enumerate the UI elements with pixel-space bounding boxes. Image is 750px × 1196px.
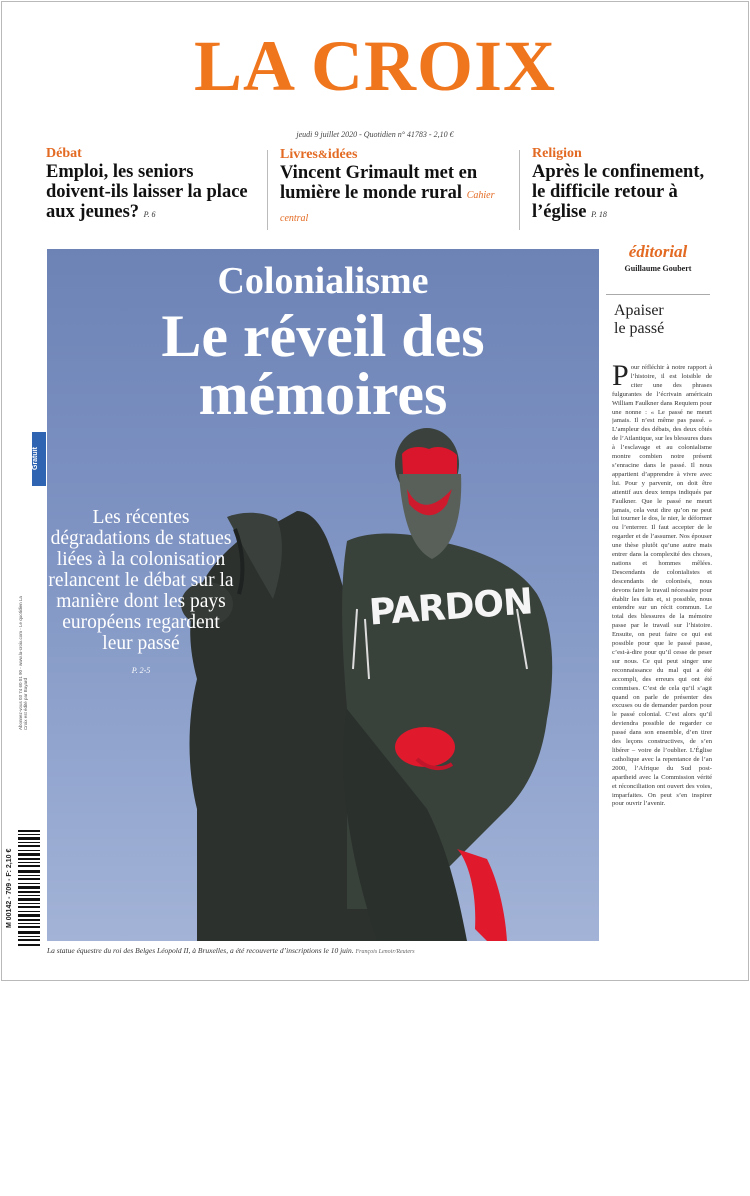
subscription-info: Abonnez-vous 03 74 60 01 90 - www.la-croix.com - Le quotidien La Croix est édité par Bayard [18, 596, 28, 730]
free-tag: Gratuit [32, 432, 46, 486]
teaser-row [44, 146, 708, 238]
hero-headline[interactable]: Le réveil des mémoires [161, 303, 485, 427]
editorial-body: Pour réfléchir à notre rapport à l’histoire, il est loisible de citer une des phrases fulgurantes de l’écrivain américain William Faulkner dans Requiem pour une nonne : « Le passé ne meurt jamais. Il n’est même pas passé. » L’ampleur des débats, des deux côtés de l’Atlantique, sur les blessures dues à l’esclavage et au colonialisme montre combien notre présent s’enracine dans le passé. Il nous appartient d’apprendre à vivre avec lui. Pour y parvenir, on doit être attentif aux deux temps indiqués par Faulkner. Que le passé ne meurt jamais, cela veut dire qu’on ne peut lui tourner le dos, le nier, le déformer ou l’enterrer. Il faut accepter de le regarder et de l’assumer. Nos épouser une thèse plutôt qu’une autre mais entrer dans la complexité des choses, nations et hommes mêlées. Descendants de colonialistes et descendants de colonisés, nous devons faire le travail nécessaire pour établir les faits et, si possible, nous entendre sur un récit commun. Le total des blessures de la mémoire passe par le travail sur l’histoire. Ensuite, on peut faire ce qui est possible pour que le passé passe, c’est-à-dire pour qu’il cesse de peser sur nous. Ce qui peut singer une reconnaissance du mal qui a été accompli, des erreurs qui ont été commises. C’est de cela qu’il s’agit quand on parle de présenter des excuses ou de demander pardon pour le passé colonial. C’est alors qu’il deviendra possible de regarder ce passé dans son ensemble, d’en tirer des leçons constructives, de s’en libérer – voire de l’oublier. L’Église catholique avec la repentance de l’an 2000, l’Afrique du Sud post-apartheid avec la Commission vérité et réconciliation ont ouvert des voies, imparfaites. On peut s’en inspirer pour ouvrir l’avenir. [612, 364, 712, 808]
hero-photo[interactable] [47, 249, 599, 941]
page-ref: P. 18 [591, 210, 607, 219]
photo-credit: François Lenoir/Reuters [355, 949, 415, 955]
masthead-logo[interactable]: LA CROIX [193, 26, 557, 106]
teaser-headline: Après le confinement, le difficile retour à l’église P. 18 [532, 162, 705, 222]
teaser-religion[interactable] [532, 146, 712, 238]
page-ref: P. 6 [143, 210, 156, 219]
price-label: M 00142 - 709 - F: 2,10 € [6, 848, 13, 929]
graffiti-text: PARDON [367, 581, 534, 634]
barcode-icon [16, 826, 42, 951]
divider [606, 294, 710, 295]
editorial-author: Guillaume Goubert [624, 264, 692, 273]
hero-kicker: Colonialisme [217, 260, 429, 302]
column-divider [267, 150, 268, 230]
teaser-debat[interactable] [46, 146, 258, 238]
dateline: jeudi 9 juillet 2020 - Quotidien n° 41783 - 2,10 € [296, 130, 454, 139]
editorial-label: éditorial [628, 242, 688, 261]
teaser-headline: Emploi, les seniors doivent-ils laisser la place aux jeunes? P. 6 [46, 162, 248, 222]
teaser-kicker: Débat [46, 146, 82, 161]
teaser-headline: Vincent Grimault met en lumière le monde rural Cahier central [280, 163, 495, 224]
teaser-kicker: Livres&idées [280, 147, 358, 162]
editorial-column [606, 242, 712, 808]
editorial-title[interactable]: Apaiser le passé [614, 302, 665, 337]
photo-caption: La statue équestre du roi des Belges Léopold II, à Bruxelles, a été recouverte d’inscriptions le 10 juin. François Lenoir/Reuters [47, 946, 415, 955]
dropcap: P [612, 364, 629, 392]
teaser-kicker: Religion [532, 146, 582, 161]
teaser-livres-idees[interactable] [280, 146, 508, 238]
column-divider [519, 150, 520, 230]
hero-standfirst: Les récentes dégradations de statues liées à la colonisation relancent le débat sur la manière dont les pays européens regardent leur passé P. 2-5 [47, 507, 235, 681]
cahier-ref: Cahier central [280, 190, 495, 224]
page-ref: P. 2-5 [131, 666, 151, 675]
